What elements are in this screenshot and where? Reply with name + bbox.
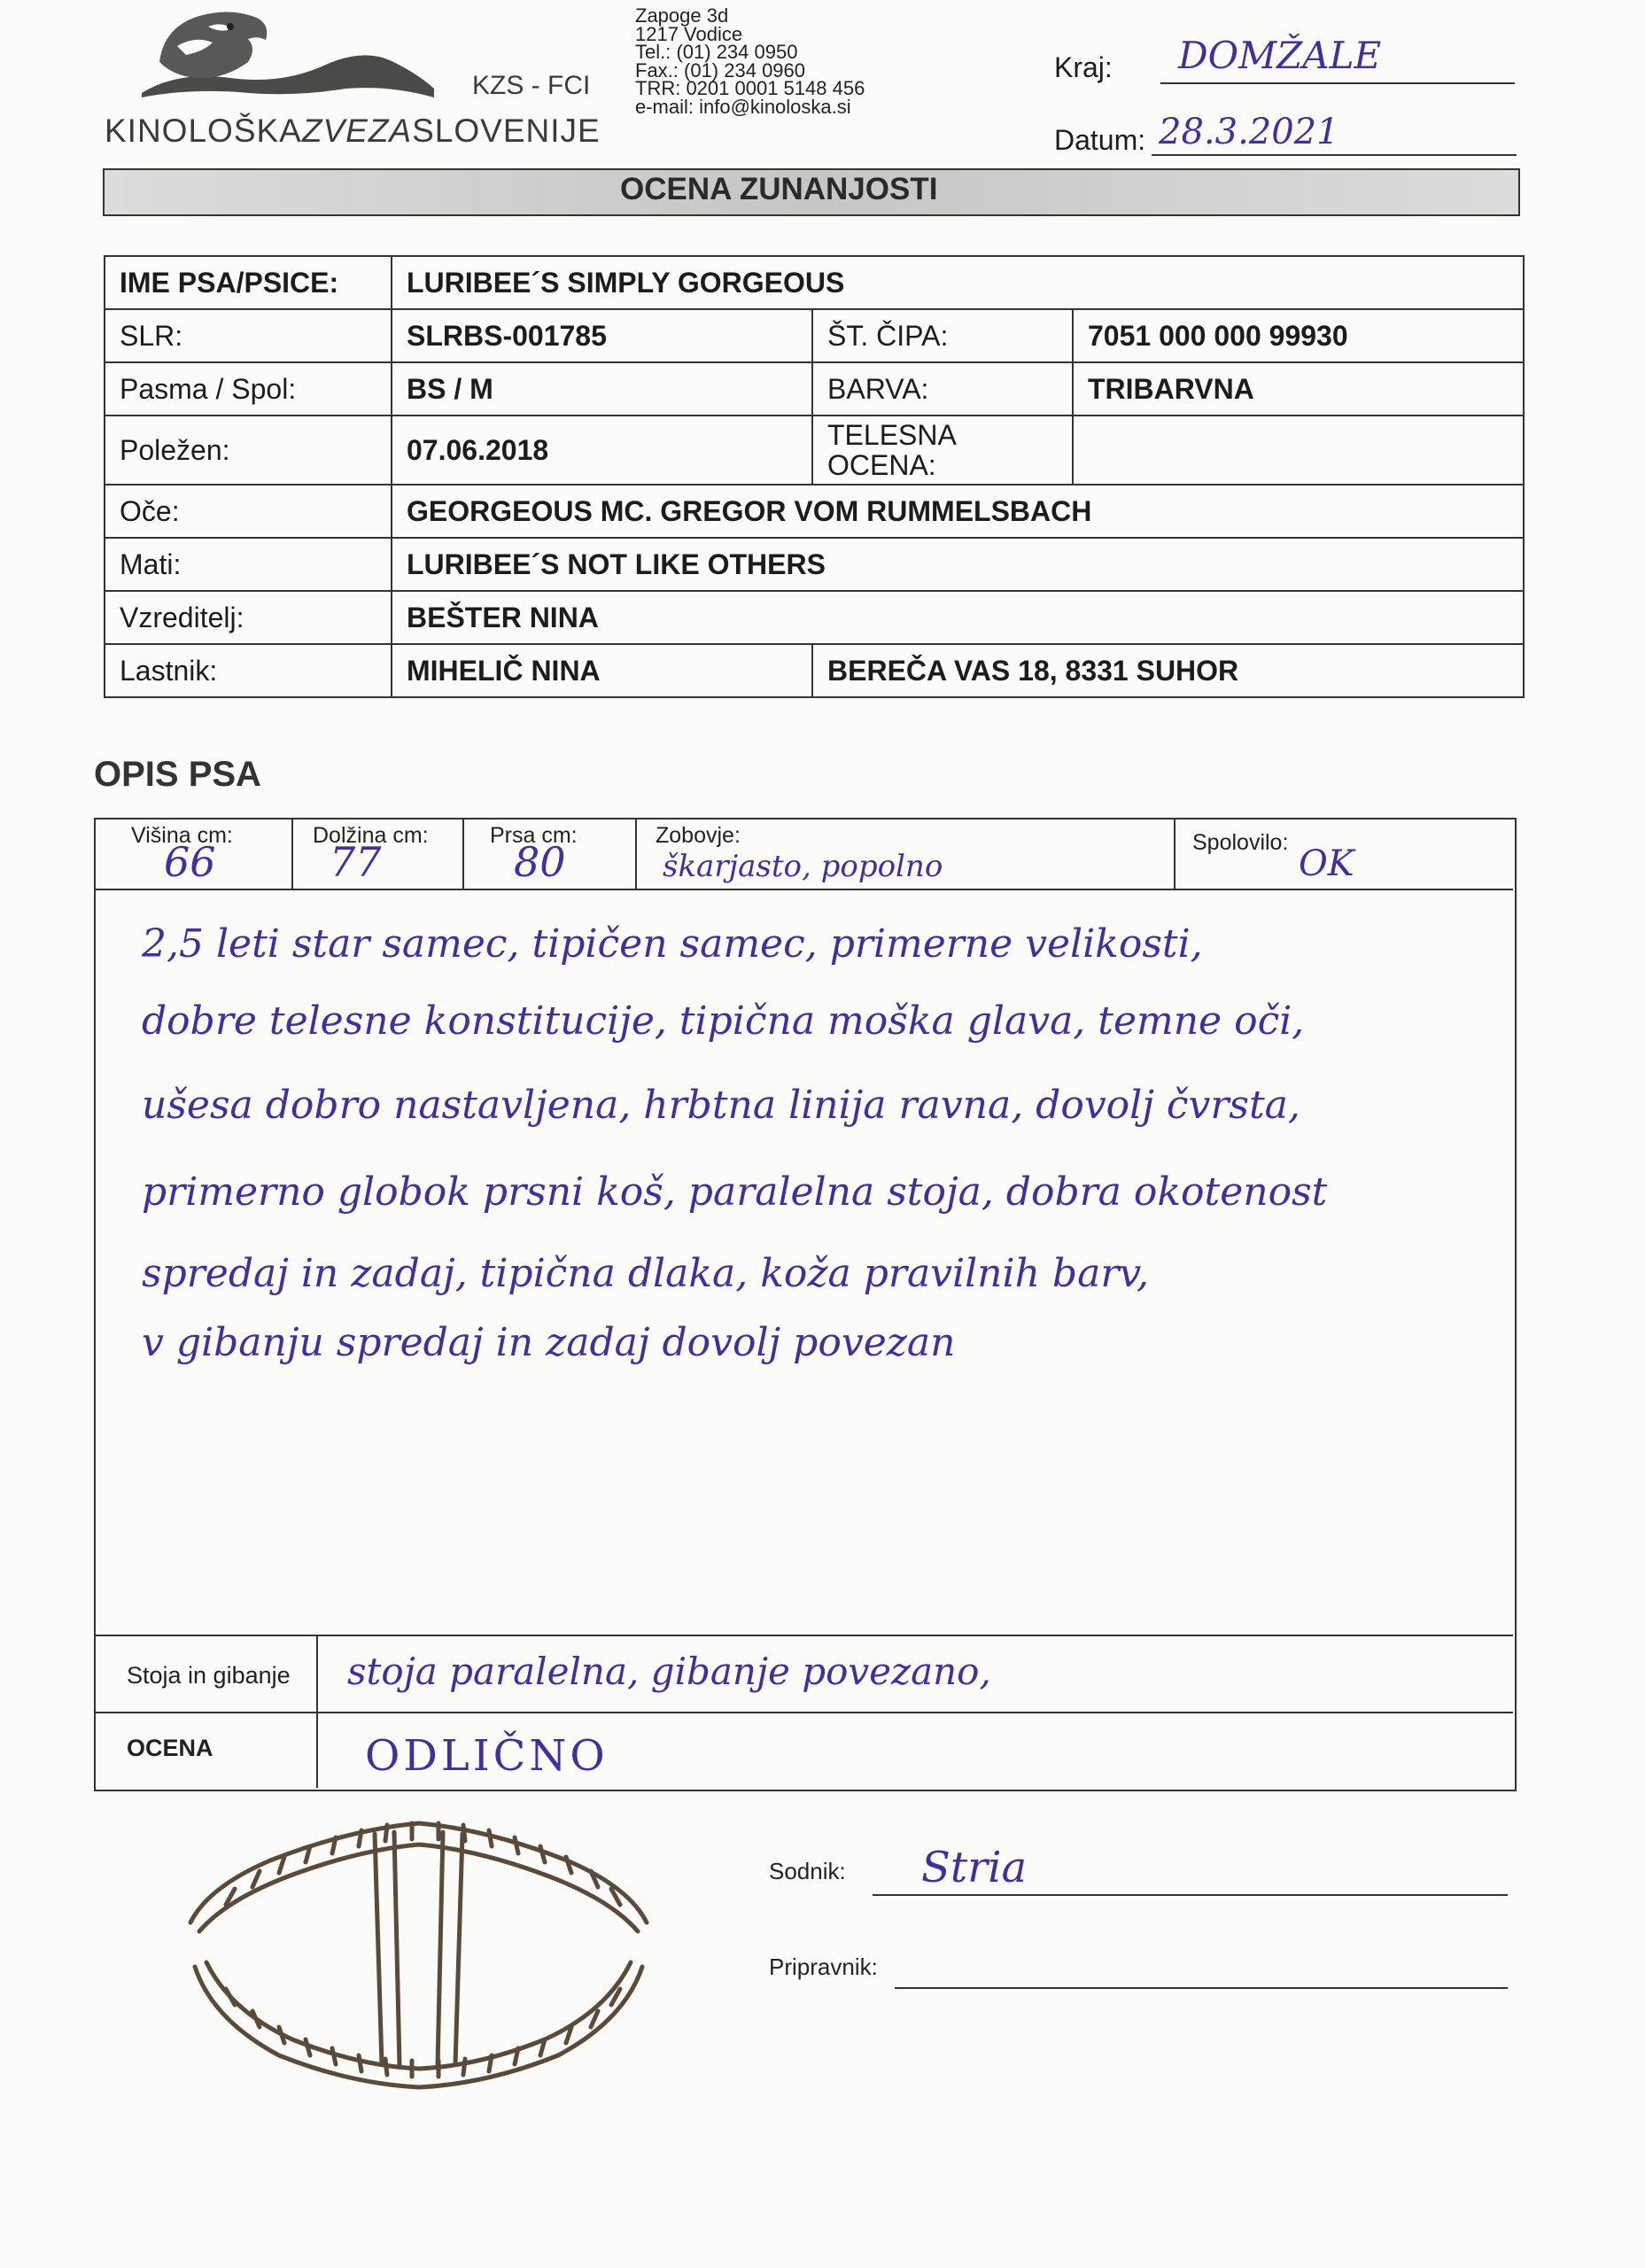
address-line: TRR: 0201 0001 5148 456 xyxy=(635,77,865,99)
mother-value: LURIBEE´S NOT LIKE OTHERS xyxy=(392,538,1524,591)
slr-value: SLRBS-001785 xyxy=(392,309,812,362)
born-label: Poležen: xyxy=(105,416,392,485)
datum-value: 28.3.2021 xyxy=(1159,112,1339,152)
datum-line xyxy=(1152,154,1517,156)
grade-value: ODLIČNO xyxy=(365,1731,609,1781)
length-value: 77 xyxy=(330,838,382,886)
description-line: ušesa dobro nastavljena, hrbtna linija ravna, dovolj čvrsta, xyxy=(142,1083,1300,1128)
address-line: 1217 Vodice xyxy=(635,22,743,45)
org-address xyxy=(635,4,865,118)
stance-row-divider xyxy=(96,1635,1513,1636)
height-value: 66 xyxy=(164,838,216,886)
opis-title: OPIS PSA xyxy=(94,755,261,794)
kraj-line xyxy=(1160,82,1515,84)
color-value: TRIBARVNA xyxy=(1073,362,1524,416)
chest-label: Prsa cm: xyxy=(490,823,578,848)
father-value: GEORGEOUS MC. GREGOR VOM RUMMELSBACH xyxy=(392,485,1524,538)
owner-address: BEREČA VAS 18, 8331 SUHOR xyxy=(812,644,1524,697)
table-row xyxy=(105,362,1524,416)
address-line: Tel.: (01) 234 0950 xyxy=(635,41,798,63)
org-name-part3: SLOVENIJE xyxy=(412,113,601,149)
judge-label: Sodnik: xyxy=(769,1858,846,1884)
description-line: dobre telesne konstitucije, tipična moška glava, temne oči, xyxy=(142,998,1305,1044)
org-name xyxy=(105,113,601,150)
slr-label: SLR: xyxy=(105,309,392,362)
breeder-label: Vzreditelj: xyxy=(105,591,392,644)
kzs-logo xyxy=(124,0,443,106)
body-score-label-line2: OCENA: xyxy=(827,449,936,481)
table-row xyxy=(105,256,1524,309)
teeth-value: škarjasto, popolno xyxy=(663,849,943,884)
breed-value: BS / M xyxy=(392,362,812,416)
breeder-value: BEŠTER NINA xyxy=(392,591,1524,644)
teeth-diagram xyxy=(173,1798,664,2100)
description-line: primerno globok prsni koš, paralelna stoja, dobra okotenost xyxy=(142,1169,1328,1215)
chip-value: 7051 000 000 99930 xyxy=(1073,309,1524,362)
divider xyxy=(291,819,293,889)
table-row xyxy=(105,591,1524,644)
dog-info-table xyxy=(104,255,1525,698)
org-name-part2: ZVEZA xyxy=(301,113,413,149)
trainee-label: Pripravnik: xyxy=(769,1953,878,1980)
trainee-line xyxy=(895,1987,1508,1989)
judge-signature: Stria xyxy=(921,1843,1028,1892)
body-score-value xyxy=(1073,416,1524,485)
table-row xyxy=(105,485,1524,538)
kzs-fci-label: KZS - FCI xyxy=(472,71,591,100)
genitals-label: Spolovilo: xyxy=(1192,830,1289,855)
kraj-value: DOMŽALE xyxy=(1178,34,1382,77)
address-line: e-mail: info@kinoloska.si xyxy=(635,95,851,118)
judge-line xyxy=(873,1894,1508,1896)
description-line: v gibanju spredaj in zadaj dovolj povezan xyxy=(142,1320,956,1365)
teeth-label: Zobovje: xyxy=(656,823,741,848)
form-title: OCENA ZUNANJOSTI xyxy=(620,172,938,206)
name-value: LURIBEE´S SIMPLY GORGEOUS xyxy=(392,256,1524,309)
teeth-diagram-icon xyxy=(173,1798,664,2100)
mother-label: Mati: xyxy=(105,538,392,591)
chip-label: ŠT. ČIPA: xyxy=(812,309,1073,362)
description-line: spredaj in zadaj, tipična dlaka, koža pravilnih barv, xyxy=(142,1251,1149,1296)
dog-logo-icon xyxy=(124,0,443,106)
grade-label: OCENA xyxy=(127,1735,213,1761)
grade-row-divider xyxy=(96,1712,1513,1713)
divider xyxy=(635,819,637,889)
divider xyxy=(1174,819,1176,889)
org-name-part1: KINOLOŠKA xyxy=(105,113,302,149)
chest-value: 80 xyxy=(514,838,566,886)
stance-label: Stoja in gibanje xyxy=(127,1662,291,1689)
body-score-label-line1: TELESNA xyxy=(827,419,957,451)
address-line: Zapoge 3d xyxy=(635,4,729,27)
stance-value: stoja paralelna, gibanje povezano, xyxy=(347,1650,991,1693)
born-value: 07.06.2018 xyxy=(392,416,812,485)
table-row xyxy=(105,538,1524,591)
name-label: IME PSA/PSICE: xyxy=(105,256,392,309)
description-line: 2,5 leti star samec, tipičen samec, primerne velikosti, xyxy=(142,921,1203,967)
height-label: Višina cm: xyxy=(131,823,233,848)
color-label: BARVA: xyxy=(812,362,1073,416)
table-row xyxy=(105,644,1524,697)
owner-value: MIHELIČ NINA xyxy=(392,644,812,697)
table-row xyxy=(105,309,1524,362)
father-label: Oče: xyxy=(105,485,392,538)
length-label: Dolžina cm: xyxy=(313,823,429,848)
datum-label: Datum: xyxy=(1054,124,1146,156)
breed-label: Pasma / Spol: xyxy=(105,362,392,416)
divider xyxy=(462,819,464,889)
measurement-row-divider xyxy=(96,889,1513,890)
divider xyxy=(316,1636,318,1788)
owner-label: Lastnik: xyxy=(105,644,392,697)
kraj-label: Kraj: xyxy=(1054,51,1113,83)
body-score-label xyxy=(812,416,1073,485)
address-line: Fax.: (01) 234 0960 xyxy=(635,58,806,82)
table-row xyxy=(105,416,1524,485)
genitals-value: OK xyxy=(1299,843,1354,884)
